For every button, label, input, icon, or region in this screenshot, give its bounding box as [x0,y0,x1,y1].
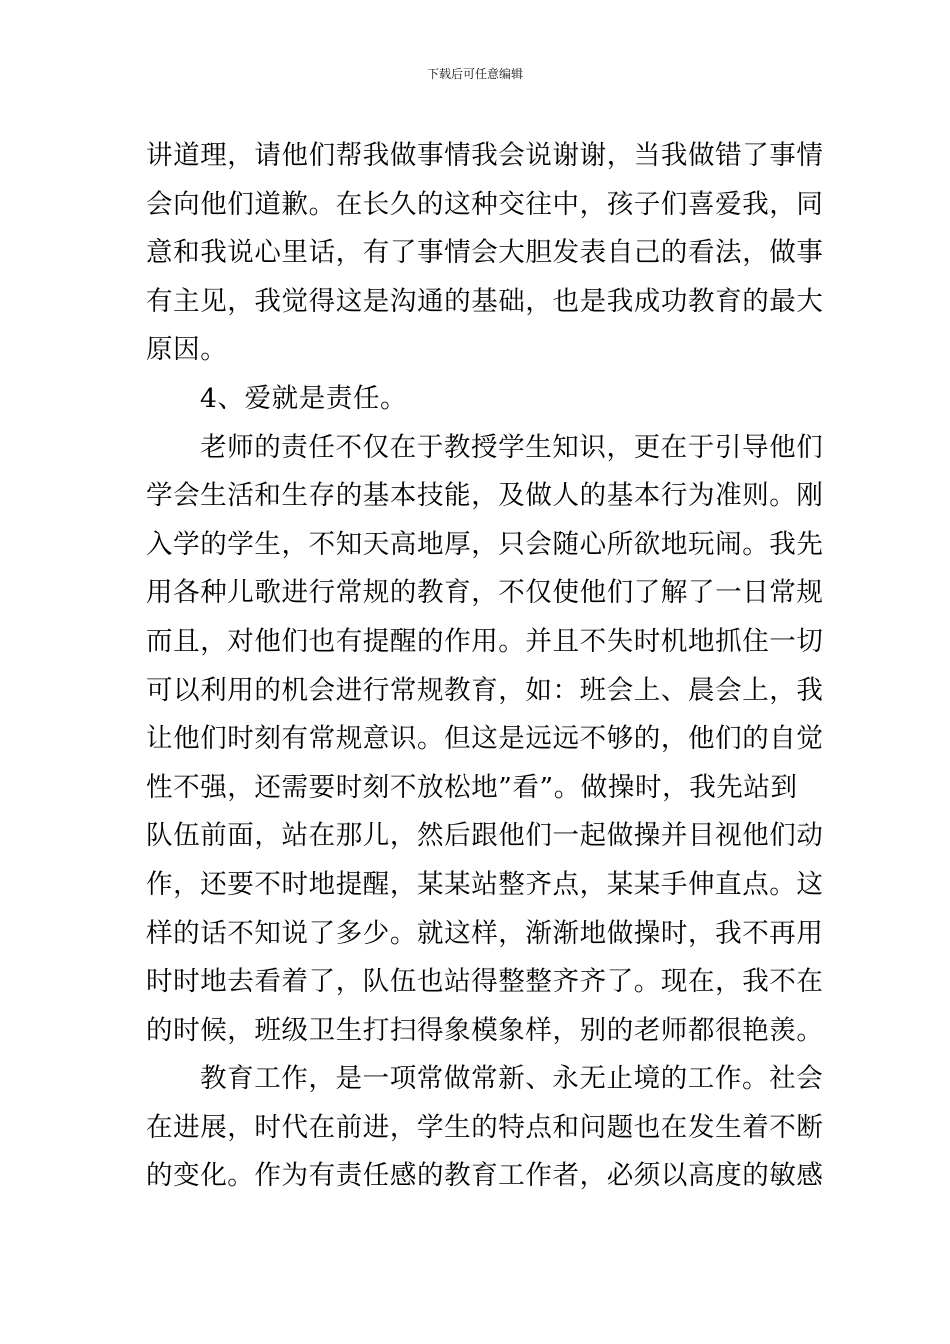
text-line: 入学的学生，不知天高地厚，只会随心所欲地玩闹。我先 [146,528,824,560]
text-line: 学会生活和生存的基本技能，及做人的基本行为准则。刚 [146,480,824,512]
page-header: 下载后可任意编辑 [426,67,523,81]
text-line: 会向他们道歉。在长久的这种交往中，孩子们喜爱我，同 [146,188,824,220]
text-line: 性不强，还需要时刻不放松地”看”。做操时，我先站到 [146,771,798,803]
text-line: 4、爱就是责任。 [200,382,408,414]
text-line: 意和我说心里话，有了事情会大胆发表自己的看法，做事 [146,237,824,269]
text-line: 样的话不知说了多少。就这样，渐渐地做操时，我不再用 [146,917,824,949]
text-line: 在进展，时代在前进，学生的特点和问题也在发生着不断 [146,1111,824,1143]
text-line: 老师的责任不仅在于教授学生知识，更在于引导他们 [200,431,824,463]
text-line: 教育工作，是一项常做常新、永无止境的工作。社会 [200,1063,824,1095]
text-line: 作，还要不时地提醒，某某站整齐点，某某手伸直点。这 [146,868,824,900]
text-line: 而且，对他们也有提醒的作用。并且不失时机地抓住一切 [146,625,824,657]
text-line: 用各种儿歌进行常规的教育，不仅使他们了解了一日常规 [146,577,824,609]
body-text [146,132,824,1201]
text-line: 有主见，我觉得这是沟通的基础，也是我成功教育的最大 [146,285,824,317]
text-line: 可以利用的机会进行常规教育，如：班会上、晨会上，我 [146,674,824,706]
text-line: 队伍前面，站在那儿，然后跟他们一起做操并目视他们动 [146,820,824,852]
text-line: 的变化。作为有责任感的教育工作者，必须以高度的敏感 [146,1160,824,1192]
text-line: 让他们时刻有常规意识。但这是远远不够的，他们的自觉 [146,723,824,755]
text-line: 讲道理，请他们帮我做事情我会说谢谢，当我做错了事情 [146,140,824,171]
text-line: 的时候，班级卫生打扫得象模象样，别的老师都很艳羡。 [146,1014,824,1046]
text-line: 原因。 [146,334,228,366]
text-line: 时时地去看着了，队伍也站得整整齐齐了。现在，我不在 [146,966,824,998]
